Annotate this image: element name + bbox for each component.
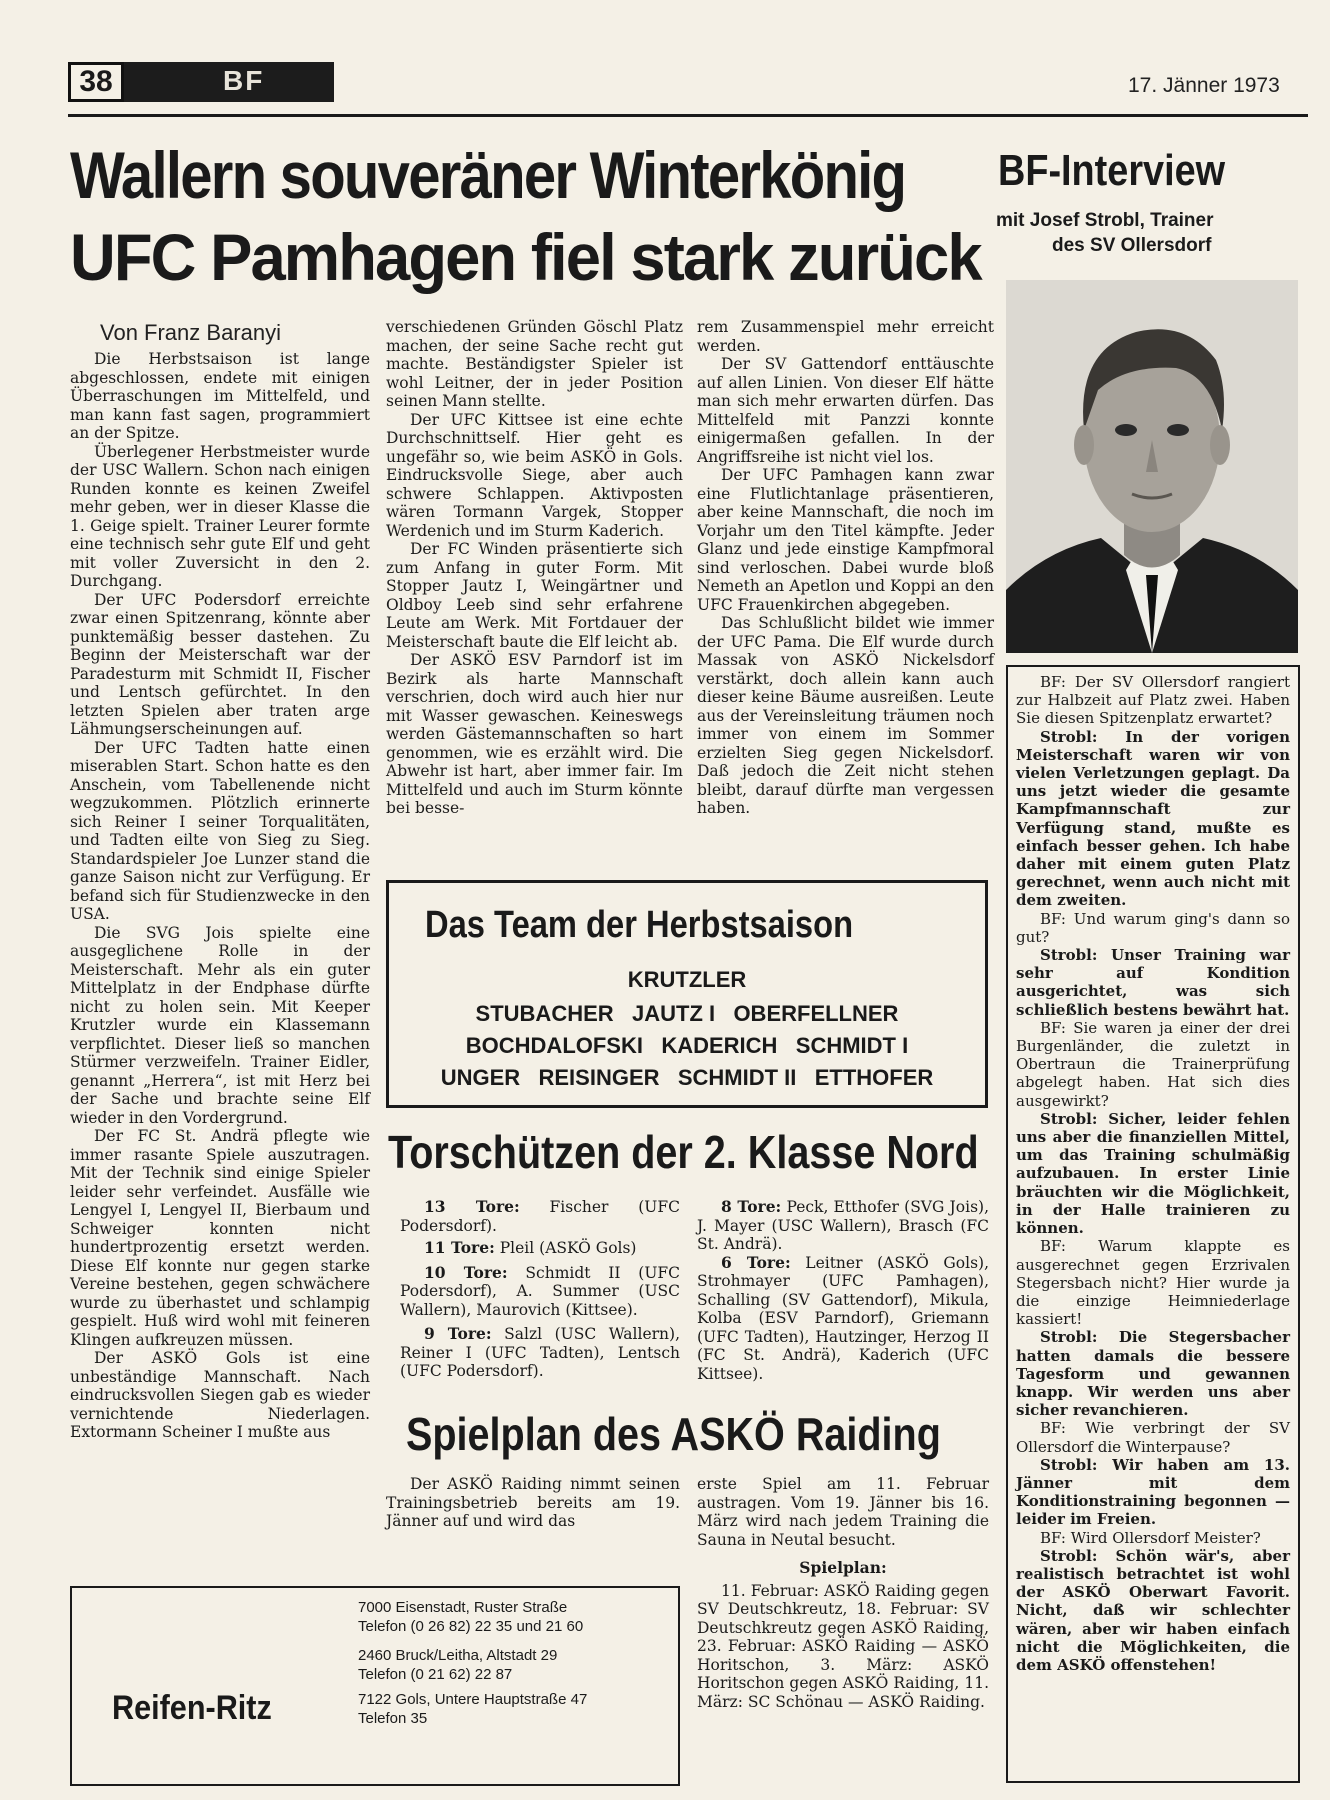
headline-line2: UFC Pamhagen fiel stark zurück bbox=[70, 220, 981, 294]
scorer-entry: 10 Tore: Schmidt II (UFC Podersdorf), A. Summer (USC Wallern), Maurovich (Kittsee). bbox=[400, 1262, 680, 1319]
article-column-3: rem Zusammenspiel mehr erreicht werden. Der SV Gattendorf enttäuschte auf allen Linien. Von dieser Elf hätte man sich mehr erwarten dürfen. Das Mittelfeld mit Panzzi konnte einigermaßen gefallen. In der Angriffsreihe ist nicht viel los. Der UFC Pamhagen kann zwar eine Flutlichtanlage präsentieren, aber keine Mannschaft, die noch im Vorjahr um den Titel kämpfte. Jeder Glanz und jede einstige Kampfmoral sind verloschen. Dabei wurde bloß Nemeth an Apetlon und Koppi an den UFC Frauenkirchen abgegeben. Das Schlußlicht bildet wie immer der UFC Pama. Die Elf wurde durch Massak von ASKÖ Nickelsdorf verstärkt, doch allein kann auch dieser keine Bäume ausreißen. Leute aus der Vereinsleitung träumen noch immer von einem im Sommer erzielten Sieg gegen Nickelsdorf. Daß jedoch die Zeit nicht stehen bleibt, darauf dürfte man vergessen haben. bbox=[697, 318, 994, 817]
header-rule bbox=[68, 114, 1308, 117]
article-column-1: Die Herbstsaison ist lange abgeschlossen, endete mit einigen Überraschungen im Mittelfeld, und man kann fast sagen, programmiert an der Spitze. Überlegener Herbstmeister wurde der USC Wallern. Schon nach einigen Runden konnte es keinen Zweifel mehr geben, wer in dieser Klasse die 1. Geige spielt. Trainer Leurer formte eine technisch sehr gute Elf und geht mit voller Zuversicht in den 2. Durchgang. Der UFC Podersdorf erreichte zwar einen Spitzenrang, könnte aber punktemäßig besser dastehen. Zu Beginn der Meisterschaft war der Paradesturm mit Schmidt II, Fischer und Lentsch gefürchtet. In den letzten Spielen aber traten arge Lähmungserscheinungen auf. Der UFC Tadten hatte einen miserablen Start. Schon hatte es den Anschein, vom Tabellenende nicht wegzukommen. Plötzlich erinnerte sich Reiner I seiner Torqualitäten, und Tadten eilte von Sieg zu Sieg. Standardspieler Joe Lunzer stand die ganze Saison nicht zur Verfügung. Er befand sich für Studienzwecke in den USA. Die SVG Jois spielte eine ausgeglichene Rolle in der Meisterschaft. Mehr als ein guter Mittelplatz in der Endphase dürfte nicht zu holen sein. Mit Keeper Krutzler wurde ein Klassemann verpflichtet. Dieser ließ so manchen Stürmer verzweifeln. Trainer Eidler, genannt „Herrera“, ist mit Herz bei der Sache und brachte seine Elf wieder in den Vordergrund. Der FC St. Andrä pflegte wie immer rasante Spiele auszutragen. Mit der Technik sind einige Spieler leider sehr verfeindet. Ausfälle wie Lengyel I, Lengyel II, Bierbaum und Schweiger konnten nicht hundertprozentig ersetzt werden. Diese Elf konnte nur gegen starke Vereine bestehen, gegen schwächere wurde zu überhastet und schlampig gespielt. Huß wird wohl mit feineren Klingen aufkreuzen müssen. Der ASKÖ Gols ist eine unbeständige Mannschaft. Nach eindrucksvollen Siegen gab es wieder vernichtende Niederlagen. Extormann Scheiner I mußte aus bbox=[70, 350, 370, 1441]
scorers-left bbox=[400, 1198, 680, 1381]
brand-label: BF bbox=[223, 65, 265, 96]
scorer-entry: 11 Tore: Pleil (ASKÖ Gols) bbox=[424, 1238, 637, 1257]
qa-item: BF: Wird Ollersdorf Meister? bbox=[1040, 1528, 1261, 1547]
page-number: 38 bbox=[68, 62, 124, 102]
scorer-entry: 8 Tore: Peck, Etthofer (SVG Jois), J. Mayer (USC Wallern), Brasch (FC St. Andrä). bbox=[697, 1197, 989, 1253]
scorer-entry: 6 Tore: Leitner (ASKÖ Gols), Strohmayer (UFC Pamhagen), Schalling (SV Gattendorf), Mikula, Kolba (ESV Parndorf), Griemann (UFC Tadten), Hautzinger, Herzog II (FC St. Andrä), Kaderich (UFC Kittsee). bbox=[697, 1252, 989, 1383]
scorers-title: Torschützen der 2. Klasse Nord bbox=[388, 1126, 979, 1178]
page-header bbox=[68, 62, 1308, 106]
spielplan-left: Der ASKÖ Raiding nimmt seinen Trainingsbetrieb bereits am 19. Jänner auf und wird das bbox=[386, 1475, 680, 1530]
interview-box bbox=[1006, 665, 1300, 1783]
scorer-entry: 13 Tore: Fischer (UFC Podersdorf). bbox=[400, 1197, 680, 1235]
qa-item: BF: Sie waren ja einer der drei Burgenländer, die zuletzt in Obertraun die Trainerprüfung abgelegt haben. Hat sich dies ausgewirkt? bbox=[1016, 1018, 1290, 1110]
ad-address-2: 2460 Bruck/Leitha, Altstadt 29 Telefon (0 21 62) 22 87 bbox=[358, 1647, 558, 1683]
qa-item: Strobl: Sicher, leider fehlen uns aber die finanziellen Mittel, um das Training schulmäßig aufzubauen. In erster Linie bräuchten wir die Möglichkeit, in der Halle trainieren zu können. bbox=[1016, 1109, 1290, 1238]
scorers-right bbox=[697, 1198, 989, 1383]
team-row-4: UNGER REISINGER SCHMIDT II ETTHOFER bbox=[440, 1065, 934, 1090]
spielplan-schedule: 11. Februar: ASKÖ Raiding gegen SV Deutschkreutz, 18. Februar: SV Deutschkreutz gegen ASKÖ Raiding, 23. Februar: ASKÖ Raiding — ASKÖ Horitschon, 3. März: ASKÖ Horitschon gegen ASKÖ Raiding, 11. März: SC Schönau — ASKÖ Raiding. bbox=[697, 1581, 989, 1711]
interview-title: BF-Interview bbox=[998, 146, 1226, 195]
team-box bbox=[386, 880, 988, 1108]
byline: Von Franz Baranyi bbox=[100, 320, 281, 345]
spielplan-right: erste Spiel am 11. Februar austragen. Vom 19. Jänner bis 16. März wird nach jedem Training die Sauna in Neutal besucht. Spielplan: 11. Februar: ASKÖ Raiding gegen SV Deutschkreutz, 18. Februar: SV Deutschkreutz gegen ASKÖ Raiding, 23. Februar: ASKÖ Raiding — ASKÖ Horitschon, 3. März: ASKÖ Horitschon gegen ASKÖ Raiding, 11. März: SC Schönau — ASKÖ Raiding. bbox=[697, 1475, 989, 1711]
spielplan-title: Spielplan des ASKÖ Raiding bbox=[406, 1408, 941, 1460]
headline-line1: Wallern souveräner Winterkönig bbox=[70, 138, 906, 212]
interview-subtitle-1: mit Josef Strobl, Trainer bbox=[996, 210, 1214, 231]
spielplan-subhead: Spielplan: bbox=[799, 1558, 887, 1577]
qa-item: Strobl: Die Stegersbacher hatten damals die bessere Tagesform und gewannen knapp. Wir werden uns aber sicher revanchieren. bbox=[1016, 1328, 1290, 1420]
interview-subtitle-2: des SV Ollersdorf bbox=[1052, 235, 1212, 256]
team-row-1: KRUTZLER bbox=[627, 967, 747, 992]
team-title: Das Team der Herbstsaison bbox=[425, 904, 854, 946]
portrait-photo bbox=[1006, 280, 1298, 653]
qa-item: Strobl: Schön wär's, aber realistisch betrachtet ist wohl der ASKÖ Oberwart Favorit. Nicht, daß wir schlechter wären, aber wir haben einfach nicht die Möglichkeiten, die dem ASKÖ offenstehen! bbox=[1016, 1546, 1290, 1674]
qa-item: BF: Warum klappte es ausgerechnet gegen Erzrivalen Stegersbach nicht? Hier wurde ja die einzige Heimniederlage kassiert! bbox=[1016, 1237, 1290, 1329]
team-row-3: BOCHDALOFSKI KADERICH SCHMIDT I bbox=[465, 1033, 909, 1058]
ad-address-1: 7000 Eisenstadt, Ruster Straße Telefon (0 26 82) 22 35 und 21 60 bbox=[358, 1599, 584, 1635]
qa-item: Strobl: Wir haben am 13. Jänner mit dem Konditionstraining begonnen — leider im Freien. bbox=[1016, 1455, 1290, 1529]
article-column-2: verschiedenen Gründen Göschl Platz machen, der seine Sache recht gut machte. Beständigster Spieler ist wohl Leitner, der in jeder Position seinen Mann stellte. Der UFC Kittsee ist eine echte Durchschnittself. Hier geht es ungefähr so, wie beim ASKÖ in Gols. Eindrucksvolle Siege, aber auch schwere Schlappen. Aktivposten wären Tormann Vargek, Stopper Werdenich und im Sturm Kaderich. Der FC Winden präsentierte sich zum Anfang in guter Form. Mit Stopper Jautz I, Weingärtner und Oldboy Leeb sind sehr erfahrene Leute am Werk. Mit Fortdauer der Meisterschaft baute die Elf leicht ab. Der ASKÖ ESV Parndorf ist im Bezirk als harte Mannschaft verschrien, doch wird auch hier nur mit Wasser gewaschen. Keineswegs werden Gästemannschaften so hart genommen, wie es erzählt wird. Die Abwehr ist hart, aber immer fair. Im Mittelfeld und auch im Sturm könnte bei besse- bbox=[386, 318, 683, 817]
interview-qa bbox=[1016, 673, 1290, 1674]
team-row-2: STUBACHER JAUTZ I OBERFELLNER bbox=[475, 1001, 899, 1026]
ad-address-3: 7122 Gols, Untere Hauptstraße 47 Telefon 35 bbox=[358, 1691, 588, 1727]
qa-item: Strobl: Unser Training war sehr auf Kondition ausgerichtet, was sich schließlich bestens bewährt hat. bbox=[1016, 946, 1290, 1019]
issue-date: 17. Jänner 1973 bbox=[1128, 74, 1280, 97]
qa-item: BF: Wie verbringt der SV Ollersdorf die Winterpause? bbox=[1016, 1419, 1290, 1456]
qa-item: BF: Der SV Ollersdorf rangiert zur Halbzeit auf Platz zwei. Haben Sie diesen Spitzenplatz erwartet? bbox=[1016, 673, 1290, 728]
advertisement bbox=[70, 1586, 680, 1786]
ad-brand: Reifen-Ritz bbox=[112, 1689, 272, 1727]
scorer-entry: 9 Tore: Salzl (USC Wallern), Reiner I (UFC Tadten), Lentsch (UFC Podersdorf). bbox=[400, 1324, 680, 1380]
qa-item: BF: Und warum ging's dann so gut? bbox=[1016, 909, 1290, 946]
qa-item: Strobl: In der vorigen Meisterschaft waren wir von vielen Verletzungen geplagt. Da uns jetzt wieder die gesamte Kampfmannschaft zur Verfügung stand, mußte es einfach besser gehen. Ich habe daher mit einem guten Platz gerechnet, wenn auch nicht mit dem zweiten. bbox=[1016, 727, 1290, 910]
